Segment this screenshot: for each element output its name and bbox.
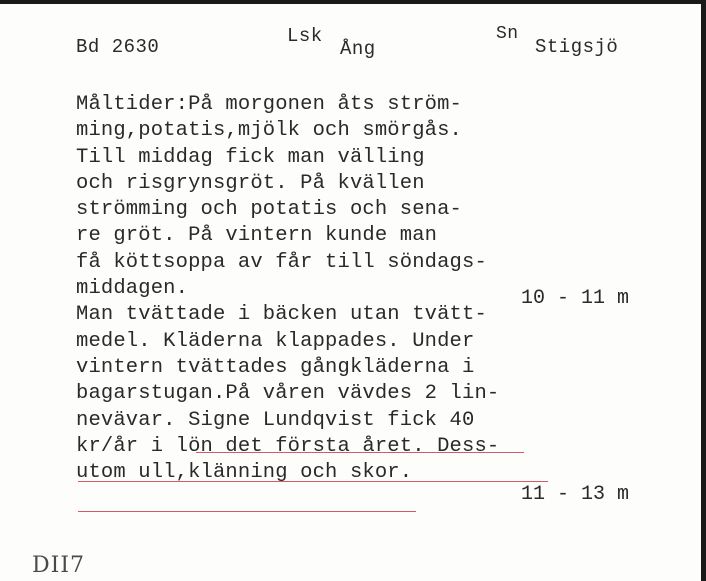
body-line: re gröt. På vintern kunde man xyxy=(76,224,438,248)
card-right-edge xyxy=(701,0,706,581)
landskap-value: Ång xyxy=(340,38,376,60)
body-line: Man tvättade i bäcken utan tvätt- xyxy=(76,303,487,327)
body-line: kr/år i lön det första året. Dess- xyxy=(76,434,500,458)
red-underline xyxy=(78,481,548,482)
body-line: medel. Kläderna klappades. Under xyxy=(76,329,475,353)
body-line: nevävar. Signe Lundqvist fick 40 xyxy=(76,408,475,432)
body-line: vintern tvättades gångkläderna i xyxy=(76,355,475,379)
handwritten-stamp: DII7 xyxy=(32,553,86,578)
red-underline xyxy=(196,452,524,453)
socken-label: Sn xyxy=(496,24,519,44)
body-line: Måltider:På morgonen åts ström- xyxy=(76,93,463,116)
card-top-edge xyxy=(0,0,706,4)
body-line: middagen. xyxy=(76,277,189,301)
red-underline xyxy=(78,511,416,512)
card-number: Bd 2630 xyxy=(76,36,160,58)
body-line: Till middag fick man välling xyxy=(76,145,425,169)
card-body xyxy=(76,92,499,486)
socken-value: Stigsjö xyxy=(535,36,619,58)
landskap-label: Lsk xyxy=(287,25,323,47)
body-line: och risgrynsgröt. På kvällen xyxy=(76,171,425,195)
body-line: utom ull,klänning och skor. xyxy=(76,461,413,485)
body-line: strömming och potatis och sena- xyxy=(76,198,463,222)
age-range-reference: 11 - 13 m xyxy=(521,483,630,506)
body-line: få köttsoppa av får till söndags- xyxy=(76,250,487,274)
body-line: ming,potatis,mjölk och smörgås. xyxy=(76,119,463,143)
age-range-reference: 10 - 11 m xyxy=(521,287,630,310)
body-line: bagarstugan.På våren vävdes 2 lin- xyxy=(76,382,500,406)
